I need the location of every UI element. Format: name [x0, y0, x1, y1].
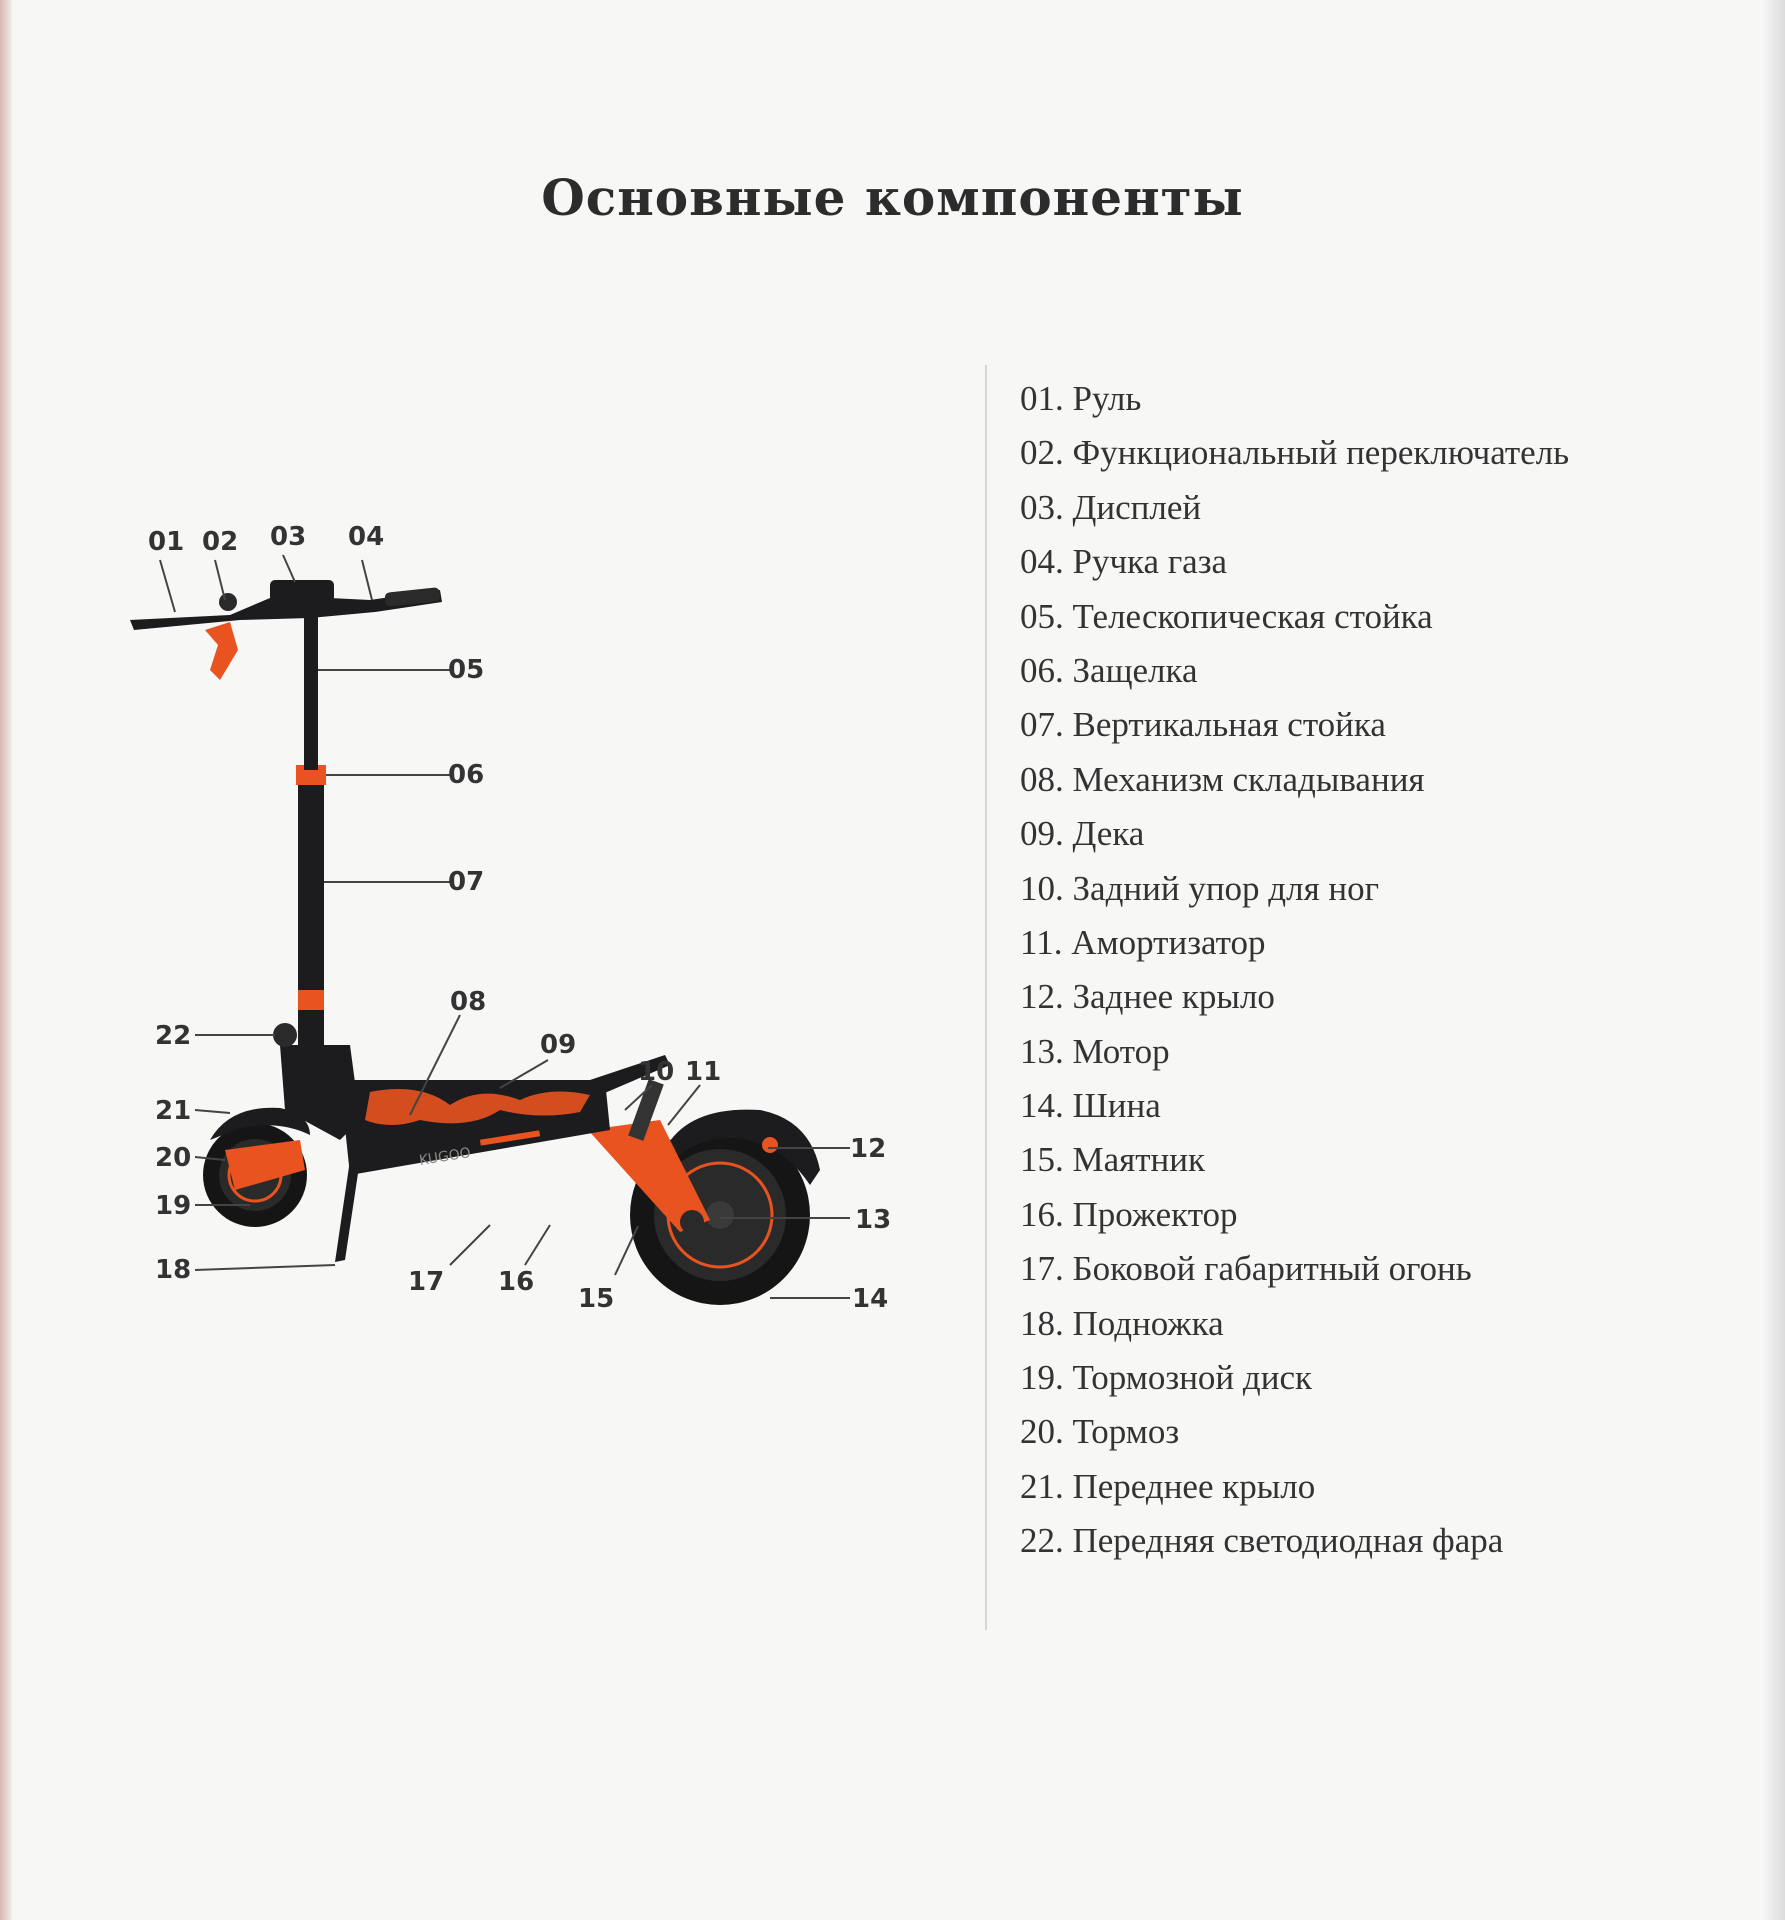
- page-edge-left: [0, 0, 12, 1920]
- throttle: [384, 587, 440, 607]
- list-item: 08. Механизм складывания: [1020, 759, 1425, 799]
- list-item: 07. Вертикальная стойка: [1020, 705, 1386, 745]
- list-item: 16. Прожектор: [1020, 1194, 1238, 1234]
- page-edge-right: [1763, 0, 1785, 1920]
- callout-19: 19: [155, 1191, 192, 1221]
- column-divider: [985, 365, 987, 1630]
- list-item: 04. Ручка газа: [1020, 542, 1228, 582]
- callout-09: 09: [540, 1030, 577, 1060]
- callout-12: 12: [850, 1134, 887, 1164]
- callout-14: 14: [852, 1284, 889, 1314]
- telescopic-tube: [304, 610, 318, 770]
- rear-light: [762, 1137, 778, 1153]
- list-item: 02. Функциональный переключатель: [1020, 433, 1570, 473]
- vertical-stem: [298, 780, 324, 1055]
- scooter-illustration: [120, 520, 920, 1340]
- list-item: 21. Переднее крыло: [1020, 1466, 1316, 1506]
- list-item: 12. Заднее крыло: [1020, 977, 1275, 1017]
- handlebar-tag: [205, 622, 238, 680]
- callout-11: 11: [685, 1057, 722, 1087]
- scooter-diagram: [120, 520, 920, 1340]
- list-item: 13. Мотор: [1020, 1031, 1170, 1071]
- deck-brand: KUGOO: [418, 1145, 472, 1169]
- stem-collar-lower: [298, 990, 324, 1010]
- callout-03: 03: [270, 522, 307, 552]
- callout-17: 17: [408, 1267, 445, 1297]
- callout-04: 04: [348, 522, 385, 552]
- list-item: 20. Тормоз: [1020, 1412, 1180, 1452]
- display: [270, 580, 334, 602]
- callout-08: 08: [450, 987, 487, 1017]
- list-item: 06. Защелка: [1020, 650, 1198, 690]
- swing-arm-axle: [680, 1210, 704, 1234]
- list-item: 05. Телескопическая стойка: [1020, 596, 1433, 636]
- callout-21: 21: [155, 1096, 192, 1126]
- list-item: 01. Руль: [1020, 379, 1142, 418]
- callout-18: 18: [155, 1255, 192, 1285]
- list-item: 10. Задний упор для ног: [1020, 868, 1380, 908]
- list-item: 14. Шина: [1020, 1086, 1161, 1126]
- function-switch: [219, 593, 237, 611]
- callout-06: 06: [448, 760, 485, 790]
- list-item: 09. Дека: [1020, 814, 1145, 854]
- callout-01: 01: [148, 527, 185, 557]
- page-title: Основные компоненты: [541, 168, 1244, 227]
- list-item: 17. Боковой габаритный огонь: [1020, 1249, 1472, 1289]
- list-item: 11. Амортизатор: [1020, 922, 1266, 962]
- callout-02: 02: [202, 527, 239, 557]
- list-item: 03. Дисплей: [1020, 487, 1202, 527]
- callout-20: 20: [155, 1143, 192, 1173]
- front-headlight: [273, 1023, 297, 1047]
- callout-16: 16: [498, 1267, 535, 1297]
- list-item: 19. Тормозной диск: [1020, 1358, 1312, 1398]
- callout-07: 07: [448, 867, 485, 897]
- callout-10: 10: [638, 1057, 675, 1087]
- callout-22: 22: [155, 1021, 192, 1051]
- list-item: 15. Маятник: [1020, 1140, 1206, 1180]
- list-item: 22. Передняя светодиодная фара: [1020, 1521, 1504, 1561]
- components-list: [1020, 372, 1569, 1569]
- callout-13: 13: [855, 1205, 892, 1235]
- list-item: 18. Подножка: [1020, 1303, 1224, 1343]
- callout-05: 05: [448, 655, 485, 685]
- kickstand: [335, 1160, 360, 1262]
- callout-15: 15: [578, 1284, 615, 1314]
